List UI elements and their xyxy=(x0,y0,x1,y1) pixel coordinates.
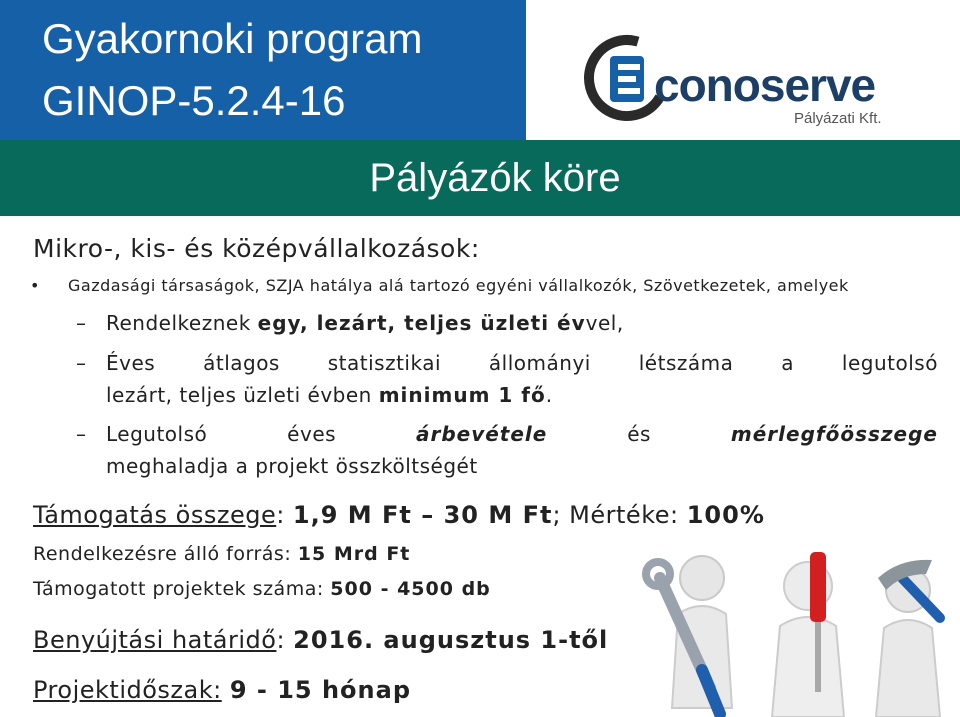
support-value: 1,9 M Ft – 30 M Ft xyxy=(292,501,553,529)
figure-wrench-icon xyxy=(646,556,732,714)
figure-hammer-icon xyxy=(876,560,940,717)
criterion-2-pre: lezárt, teljes üzleti évben xyxy=(106,383,379,407)
available-label: Rendelkezésre álló forrás: xyxy=(33,543,298,565)
projects-value: 500 - 4500 db xyxy=(330,578,491,600)
period-label: Projektidőszak: xyxy=(33,676,222,704)
support-sep: : xyxy=(276,501,293,529)
criterion-2-line1 xyxy=(106,351,938,375)
criterion-3-line1 xyxy=(106,422,938,446)
criterion-1-pre: Rendelkeznek xyxy=(106,311,258,335)
support-rate-value: 100% xyxy=(686,501,765,529)
criterion-1-post: vel, xyxy=(585,311,624,335)
criterion-3-revenue: árbevétele xyxy=(415,422,548,446)
criterion-2-word: állományi xyxy=(488,351,591,375)
deadline-label: Benyújtási határidő xyxy=(33,626,277,654)
criterion-2-word: Éves xyxy=(106,351,156,375)
project-period xyxy=(33,676,411,704)
figures-with-tools-illustration xyxy=(640,538,960,717)
criterion-3-line2: meghaladja a projekt összköltségét xyxy=(106,454,478,478)
bullet-marker: • xyxy=(30,276,40,295)
criterion-2-bold: minimum 1 fő xyxy=(378,383,546,407)
dash-marker: – xyxy=(76,311,86,335)
header-title-block xyxy=(0,0,526,140)
period-value: 9 - 15 hónap xyxy=(229,676,412,704)
support-label: Támogatás összege xyxy=(33,501,277,529)
criterion-2-word: átlagos xyxy=(203,351,280,375)
criterion-2-word: statisztikai xyxy=(327,351,442,375)
criterion-2-line2 xyxy=(106,383,553,407)
criterion-1-bold: egy, lezárt, teljes üzleti év xyxy=(257,311,586,335)
criterion-3-word: éves xyxy=(287,422,337,446)
available-funds xyxy=(33,543,410,565)
section-title: Pályázók köre xyxy=(369,156,621,200)
deadline xyxy=(33,626,608,654)
criterion-1 xyxy=(106,311,624,335)
period-sep xyxy=(222,676,230,704)
deadline-sep: : xyxy=(276,626,294,654)
support-rate-label: ; Mértéke: xyxy=(552,501,687,529)
criterion-2-word: legutolsó xyxy=(841,351,938,375)
logo-subtitle: Pályázati Kft. xyxy=(794,110,882,127)
heading: Mikro-, kis- és középvállalkozások: xyxy=(33,234,480,263)
deadline-value: 2016. augusztus 1-től xyxy=(293,626,609,654)
figure-screwdriver-icon xyxy=(772,552,844,717)
available-value: 15 Mrd Ft xyxy=(297,543,411,565)
criterion-2-word: létszáma xyxy=(638,351,734,375)
project-count xyxy=(33,578,491,600)
criterion-3-word: Legutolsó xyxy=(106,422,208,446)
criterion-3-balance: mérlegfőösszege xyxy=(730,422,938,446)
bullet-text: Gazdasági társaságok, SZJA hatálya alá tartozó egyéni vállalkozók, Szövetkezetek, amelyek xyxy=(68,276,849,295)
dash-marker: – xyxy=(76,351,86,375)
support-amount xyxy=(33,501,765,529)
projects-label: Támogatott projektek száma: xyxy=(33,578,331,600)
program-title: Gyakornoki program xyxy=(42,15,423,62)
dash-marker: – xyxy=(76,422,86,446)
criterion-2-post: . xyxy=(545,383,553,407)
criterion-3-word: és xyxy=(627,422,651,446)
program-code: GINOP-5.2.4-16 xyxy=(42,77,346,124)
logo-wordmark: conoserve xyxy=(654,59,876,111)
criterion-2-word: a xyxy=(781,351,795,375)
